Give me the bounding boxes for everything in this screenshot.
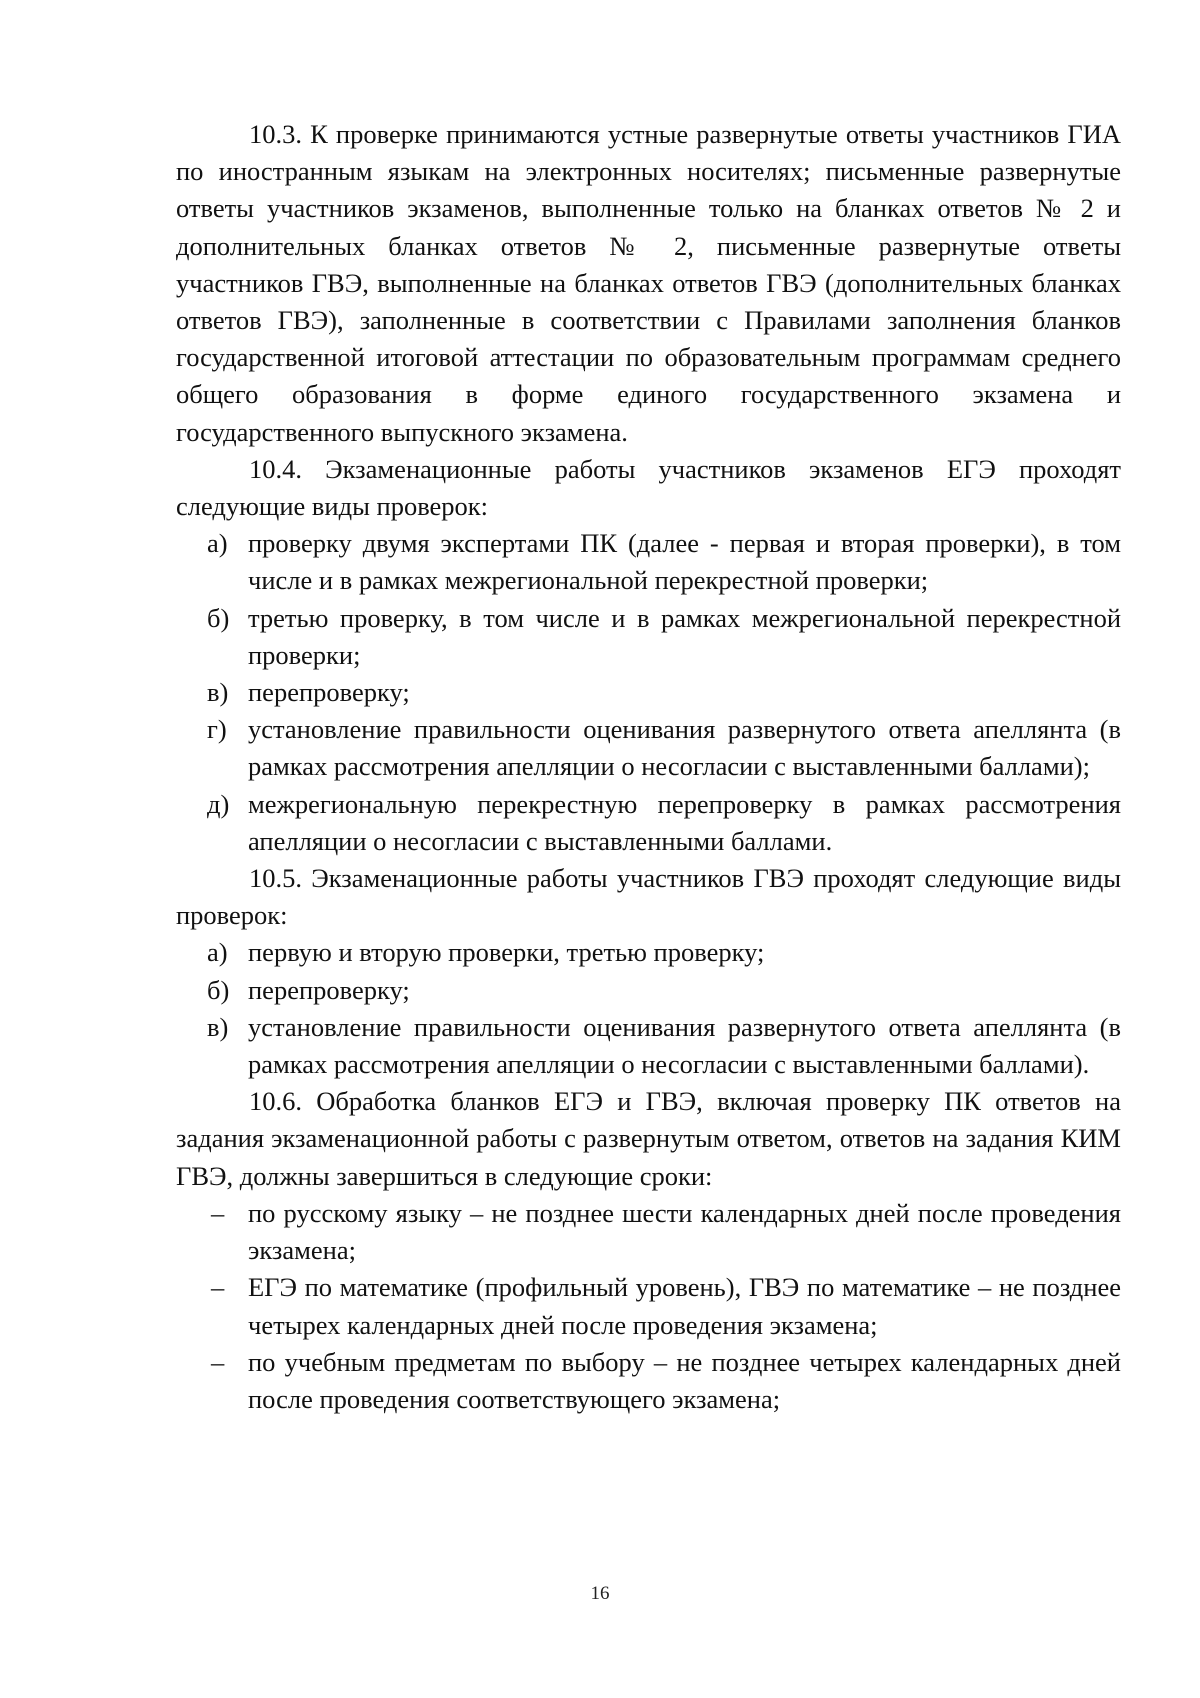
dash-marker: – — [211, 1346, 225, 1377]
list-10-4 — [176, 525, 1121, 860]
dash-marker: – — [211, 1197, 225, 1228]
list-marker: д) — [207, 788, 230, 819]
paragraph-10-4-intro: 10.4. Экзаменационные работы участников экзаменов ЕГЭ проходят следующие виды проверок: — [176, 453, 1121, 522]
paragraph-10-5-intro: 10.5. Экзаменационные работы участников ГВЭ проходят следующие виды проверок: — [176, 863, 1121, 931]
list-item — [176, 1269, 1121, 1343]
list-item-text: перепроверку; — [248, 974, 410, 1005]
list-item — [176, 1195, 1121, 1269]
list-item — [176, 786, 1121, 860]
list-item-text: по учебным предметам по выбору – не позднее четырех календарных дней после проведения соответствующего экзамена; — [248, 1346, 1121, 1414]
paragraph-10-6-intro: 10.6. Обработка бланков ЕГЭ и ГВЭ, включая проверку ПК ответов на задания экзаменационной работы с развернутым ответом, ответов на задания КИМ ГВЭ, должны завершиться в следующие сроки: — [176, 1086, 1121, 1191]
list-item — [176, 674, 1121, 711]
list-10-5 — [176, 934, 1121, 1083]
list-item-text: проверку двумя экспертами ПК (далее - первая и вторая проверки), в том числе и в рамках межрегиональной перекрестной проверки; — [248, 528, 1121, 596]
list-item — [176, 1344, 1121, 1418]
list-item — [176, 600, 1121, 674]
list-item-text: установление правильности оценивания развернутого ответа апеллянта (в рамках рассмотрения апелляции о несогласии с выставленными баллами). — [248, 1011, 1121, 1080]
list-item — [176, 525, 1121, 599]
list-marker: г) — [207, 714, 227, 745]
list-item-text: по русскому языку – не позднее шести календарных дней после проведения экзамена; — [248, 1197, 1121, 1266]
list-marker: а) — [207, 528, 228, 559]
page-number: 16 — [590, 1583, 610, 1604]
list-marker: в) — [207, 1011, 229, 1042]
paragraph-10-3: 10.3. К проверке принимаются устные развернутые ответы участников ГИА по иностранным языкам на электронных носителях; письменные развернутые ответы участников экзаменов, выполненные только на бланках ответов № 2 и дополнительных бланках ответов № 2, письменные развернутые ответы участников ГВЭ, выполненные на бланках ответов ГВЭ (дополнительных бланках ответов ГВЭ), заполненные в соответствии с Правилами заполнения бланков государственной итоговой аттестации по образовательным программам среднего общего образования в форме единого государственного экзамена и государственного выпускного экзамена. — [176, 119, 1121, 447]
list-marker: б) — [207, 602, 230, 633]
list-item — [176, 934, 1121, 971]
dash-marker: – — [211, 1272, 225, 1303]
list-marker: в) — [207, 677, 229, 708]
list-item-text: третью проверку, в том числе и в рамках межрегиональной перекрестной проверки; — [248, 602, 1121, 670]
document-page — [176, 116, 1121, 1418]
list-item-text: первую и вторую проверки, третью проверку; — [248, 937, 765, 968]
list-item — [176, 711, 1121, 785]
list-item-text: межрегиональную перекрестную перепроверку в рамках рассмотрения апелляции о несогласии с выставленными баллами. — [248, 788, 1121, 856]
list-item — [176, 1009, 1121, 1083]
list-item — [176, 972, 1121, 1009]
list-item-text: перепроверку; — [248, 677, 410, 708]
list-marker: а) — [207, 937, 228, 968]
list-marker: б) — [207, 974, 230, 1005]
list-10-6 — [176, 1195, 1121, 1418]
list-item-text: ЕГЭ по математике (профильный уровень), ГВЭ по математике – не позднее четырех календарных дней после проведения экзамена; — [248, 1272, 1121, 1340]
list-item-text: установление правильности оценивания развернутого ответа апеллянта (в рамках рассмотрения апелляции о несогласии с выставленными баллами); — [248, 714, 1121, 782]
